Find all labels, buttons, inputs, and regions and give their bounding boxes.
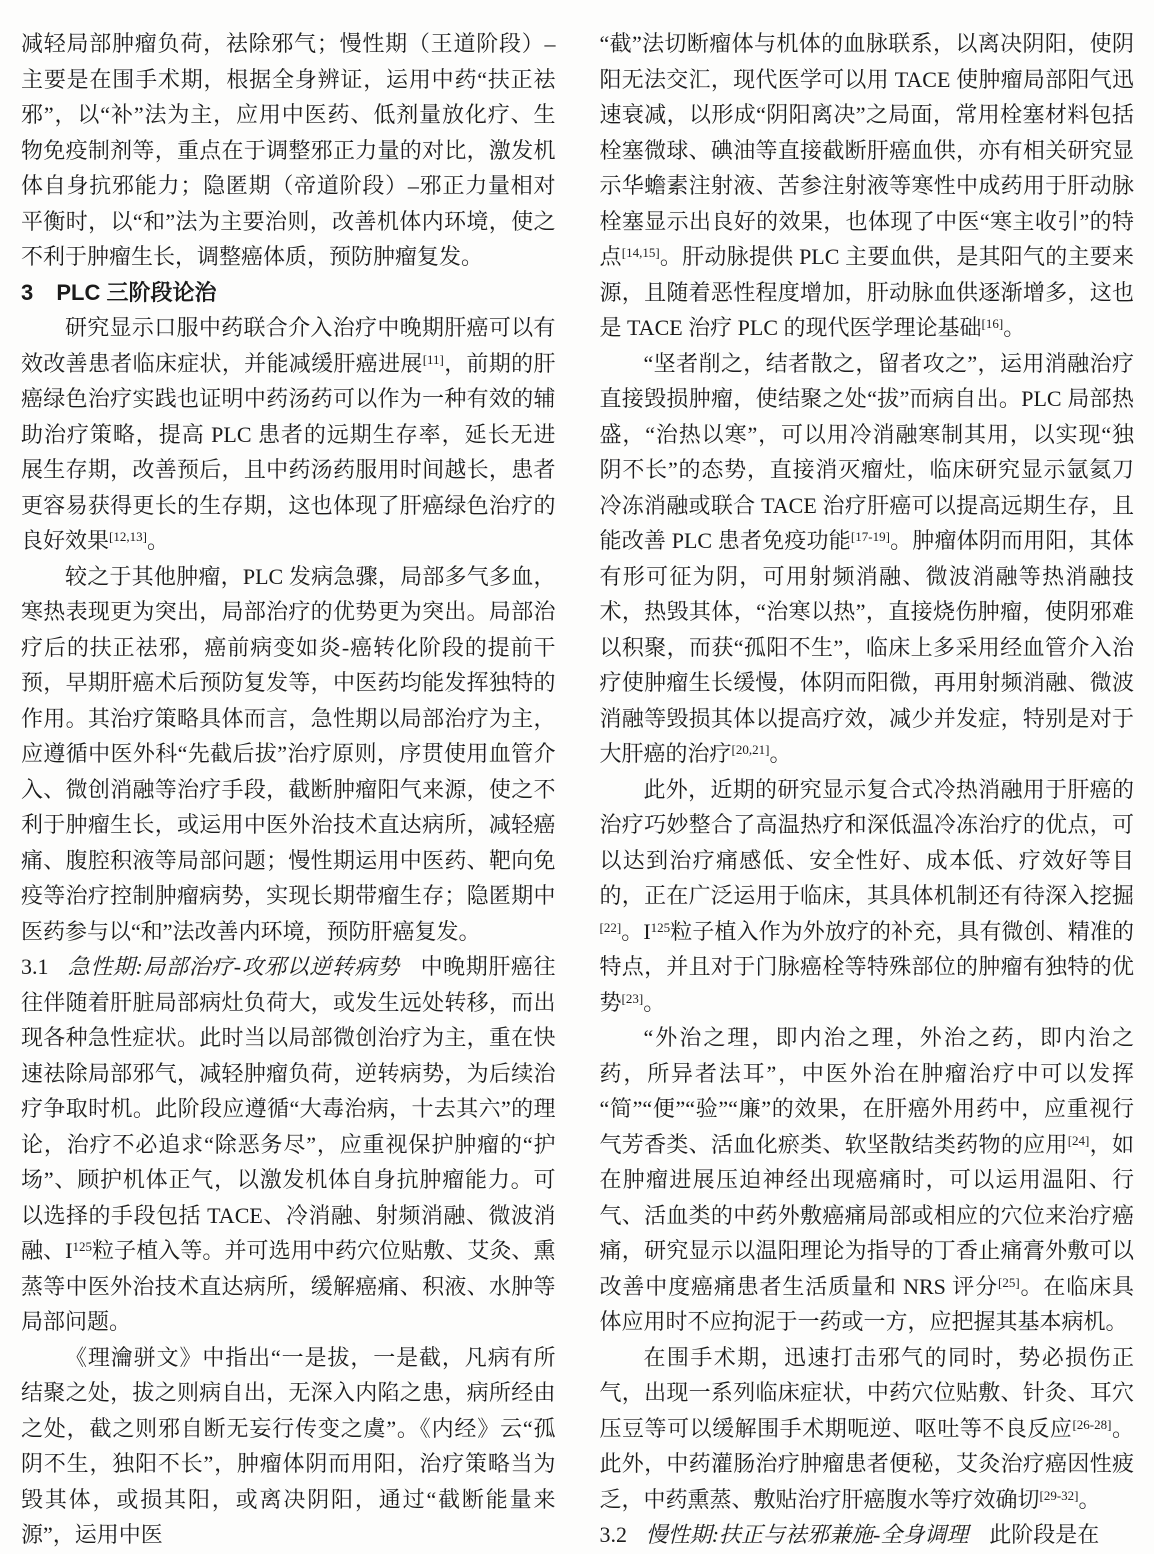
text-run: 。在临床具体应用时不应拘泥于一药或一方，应把握其基本病机。 xyxy=(599,1273,1134,1334)
citation-ref: [12,13] xyxy=(109,529,147,544)
text-run: 。 xyxy=(1078,1486,1101,1512)
subsection-title: 慢性期:扶正与祛邪兼施-全身调理 xyxy=(645,1522,969,1547)
citation-ref: [24] xyxy=(1067,1132,1090,1148)
text-run: 此外，近期的研究显示复合式冷热消融用于肝癌的治疗巧妙整合了高温热疗和深低温冷冻治疗的优点，可以达到治疗痛感低、安全性好、成本低、疗效好等目的，正在广泛运用于临床，其具体机制还有待深入挖掘 xyxy=(599,776,1134,908)
text-run: “截”法切断瘤体与机体的血脉联系，以离决阴阳，使阴阳无法交汇，现代医学可以用 TACE 使肿瘤局部阳气迅速衰减，以形成“阴阳离决”之局面，常用栓塞材料包括栓塞微球、碘油等直接截断肝癌血供，亦有相关研究显示华蟾素注射液、苦参注射液等寒性中成药用于肝动脉栓塞显示出良好的效果，也体现了中医“寒主收引”的特点 xyxy=(599,31,1134,269)
citation-ref: [29-32] xyxy=(1039,1487,1079,1503)
superscript: 125 xyxy=(650,919,671,935)
citation-ref: [16] xyxy=(981,316,1004,331)
text-run: 。 xyxy=(769,741,792,766)
paragraph xyxy=(21,559,556,950)
subsection-number: 3.2 xyxy=(599,1522,627,1547)
citation-ref: [11] xyxy=(422,351,444,367)
text-run: 中晚期肝癌往往伴随着肝脏局部病灶负荷大，或发生远处转移，而出现各种急性症状。此时当以局部微创治疗为主，重在快速祛除局部邪气，减轻肿瘤负荷，逆转病势，为后续治疗争取时机。此阶段应遵循“大毒治病，十去其六”的理论，治疗不必追求“除恶务尽”，应重视保护肿瘤的“护场”、顾护机体正气，以激发机体自身抗肿瘤能力。可以选择的手段包括 TACE、冷消融、射频消融、微波消融、I xyxy=(21,954,556,1263)
text-run: ，前期的肝癌绿色治疗实践也证明中药汤药可以作为一种有效的辅助治疗策略，提高 PLC 患者的远期生存率，延长无进展生存期，改善预后，且中药汤药服用时间越长，患者更容易获得更长的生存期，这也体现了肝癌绿色治疗的良好效果 xyxy=(21,350,556,553)
citation-ref: [20,21] xyxy=(731,742,770,757)
citation-ref: [22] xyxy=(599,919,622,935)
paragraph xyxy=(21,310,556,559)
citation-ref: [14,15] xyxy=(621,245,660,260)
subsection-paragraph xyxy=(21,949,556,1340)
paragraph xyxy=(600,1020,1135,1340)
text-run: ，如在肿瘤进展压迫神经出现癌痛时，可以运用温阳、行气、活血类的中药外敷癌痛局部或相应的穴位来治疗癌痛，研究显示以温阳理论为指导的丁香止痛膏外敷可以改善中度癌痛患者生活质量和 NRS 评分 xyxy=(599,1131,1134,1299)
text-run: 。 xyxy=(643,989,666,1015)
citation-ref: [23] xyxy=(621,990,644,1006)
superscript: 125 xyxy=(72,1239,92,1254)
text-run: 。 xyxy=(146,528,169,553)
paragraph xyxy=(600,772,1135,1021)
text-run: 。I xyxy=(621,918,651,944)
paragraph-continuation xyxy=(21,26,556,275)
text-run: 研究显示口服中药联合介入治疗中晚期肝癌可以有效改善患者临床症状，并能减缓肝癌进展 xyxy=(21,315,556,376)
paragraph-continuation xyxy=(600,26,1135,346)
text-run: 在围手术期，迅速打击邪气的同时，势必损伤正气，出现一系列临床症状，中药穴位贴敷、针灸、耳穴压豆等可以缓解围手术期呃逆、呕吐等不良反应 xyxy=(599,1344,1134,1441)
section-number: 3 xyxy=(21,279,34,305)
text-run: “坚者削之，结者散之，留者攻之”，运用消融治疗直接毁损肿瘤，使结聚之处“拔”而病自出。PLC 局部热盛，“治热以寒”，可以用冷消融寒制其用，以实现“独阴不长”的态势，直接消灭瘤灶，临床研究显示氩氦刀冷冻消融或联合 TACE 治疗肝癌可以提高远期生存，且能改善 PLC 患者免疫功能 xyxy=(599,350,1134,553)
paragraph xyxy=(600,346,1135,772)
column-right xyxy=(600,26,1135,1554)
text-run: 。肝动脉提供 PLC 主要血供，是其阳气的主要来源，且随着恶性程度增加，肝动脉血供逐渐增多，这也是 TACE 治疗 PLC 的现代医学理论基础 xyxy=(599,244,1134,340)
text-run: 粒子植入作为外放疗的补充，具有微创、精准的特点，并且对于门脉癌栓等特殊部位的肿瘤有独特的优势 xyxy=(599,918,1134,1015)
text-run: 。肿瘤体阴而用阳，其体有形可征为阴，可用射频消融、微波消融等热消融技术，热毁其体，“治寒以热”，直接烧伤肿瘤，使阴邪难以积聚，而获“孤阳不生”，临床上多采用经血管介入治疗使肿瘤生长缓慢，体阴而阳微，再用射频消融、微波消融等毁损其体以提高疗效，减少并发症，特别是对于大肝癌的治疗 xyxy=(599,528,1134,766)
paragraph xyxy=(21,1340,556,1553)
column-left xyxy=(21,26,556,1554)
subsection-number: 3.1 xyxy=(21,954,49,979)
citation-ref: [25] xyxy=(997,1274,1020,1290)
text-run: 《理瀹骈文》中指出“一是拔，一是截，凡病有所结聚之处，拔之则病自出，无深入内陷之患，病所经由之处，截之则邪自断无妄行传变之虞”。《内经》云“孤阴不生，独阳不长”，肿瘤体阴而用阳，治疗策略当为毁其体，或损其阳，或离决阴阳，通过“截断能量来源”，运用中医 xyxy=(21,1344,556,1547)
citation-ref: [17-19] xyxy=(850,529,890,544)
citation-ref: [26-28] xyxy=(1072,1416,1112,1432)
text-run: 较之于其他肿瘤，PLC 发病急骤，局部多气多血，寒热表现更为突出，局部治疗的优势更为突出。局部治疗后的扶正祛邪，癌前病变如炎-癌转化阶段的提前干预，早期肝癌术后预防复发等，中医药均能发挥独特的作用。其治疗策略具体而言，急性期以局部治疗为主，应遵循中医外科“先截后拔”治疗原则，序贯使用血管介入、微创消融等治疗手段，截断肿瘤阳气来源，使之不利于肿瘤生长，或运用中医外治技术直达病所，减轻癌痛、腹腔积液等局部问题；慢性期运用中医药、靶向免疫等治疗控制肿瘤病势，实现长期带瘤生存；隐匿期中医药参与以“和”法改善内环境，预防肝癌复发。 xyxy=(21,563,556,944)
text-run: 此阶段是在 xyxy=(989,1522,1100,1547)
text-run: 。此外，中药灌肠治疗肿瘤患者便秘，艾灸治疗癌因性疲乏，中药熏蒸、敷贴治疗肝癌腹水等疗效确切 xyxy=(599,1415,1134,1512)
subsection-paragraph xyxy=(600,1517,1135,1553)
section-title: PLC 三阶段论治 xyxy=(56,279,217,305)
text-run: 粒子植入等。并可选用中药穴位贴敷、艾灸、熏蒸等中医外治技术直达病所，缓解癌痛、积液、水肿等局部问题。 xyxy=(21,1238,556,1334)
text-run: 。 xyxy=(1003,315,1026,340)
paragraph xyxy=(600,1340,1135,1518)
subsection-title: 急性期:局部治疗-攻邪以逆转病势 xyxy=(67,954,400,979)
text-run: “外治之理，即内治之理，外治之药，即内治之药，所异者法耳”，中医外治在肿瘤治疗中可以发挥“简”“便”“验”“廉”的效果，在肝癌外用药中，应重视行气芳香类、活血化瘀类、软坚散结类药物的应用 xyxy=(599,1025,1134,1157)
text-run: 减轻局部肿瘤负荷，祛除邪气；慢性期（王道阶段）–主要是在围手术期，根据全身辨证，运用中药“扶正祛邪”，以“补”法为主，应用中医药、低剂量放化疗、生物免疫制剂等，重点在于调整邪正力量的对比，激发机体自身抗邪能力；隐匿期（帝道阶段）–邪正力量相对平衡时，以“和”法为主要治则，改善机体内环境，使之不利于肿瘤生长，调整癌体质，预防肿瘤复发。 xyxy=(21,31,556,269)
section-heading xyxy=(21,275,556,311)
